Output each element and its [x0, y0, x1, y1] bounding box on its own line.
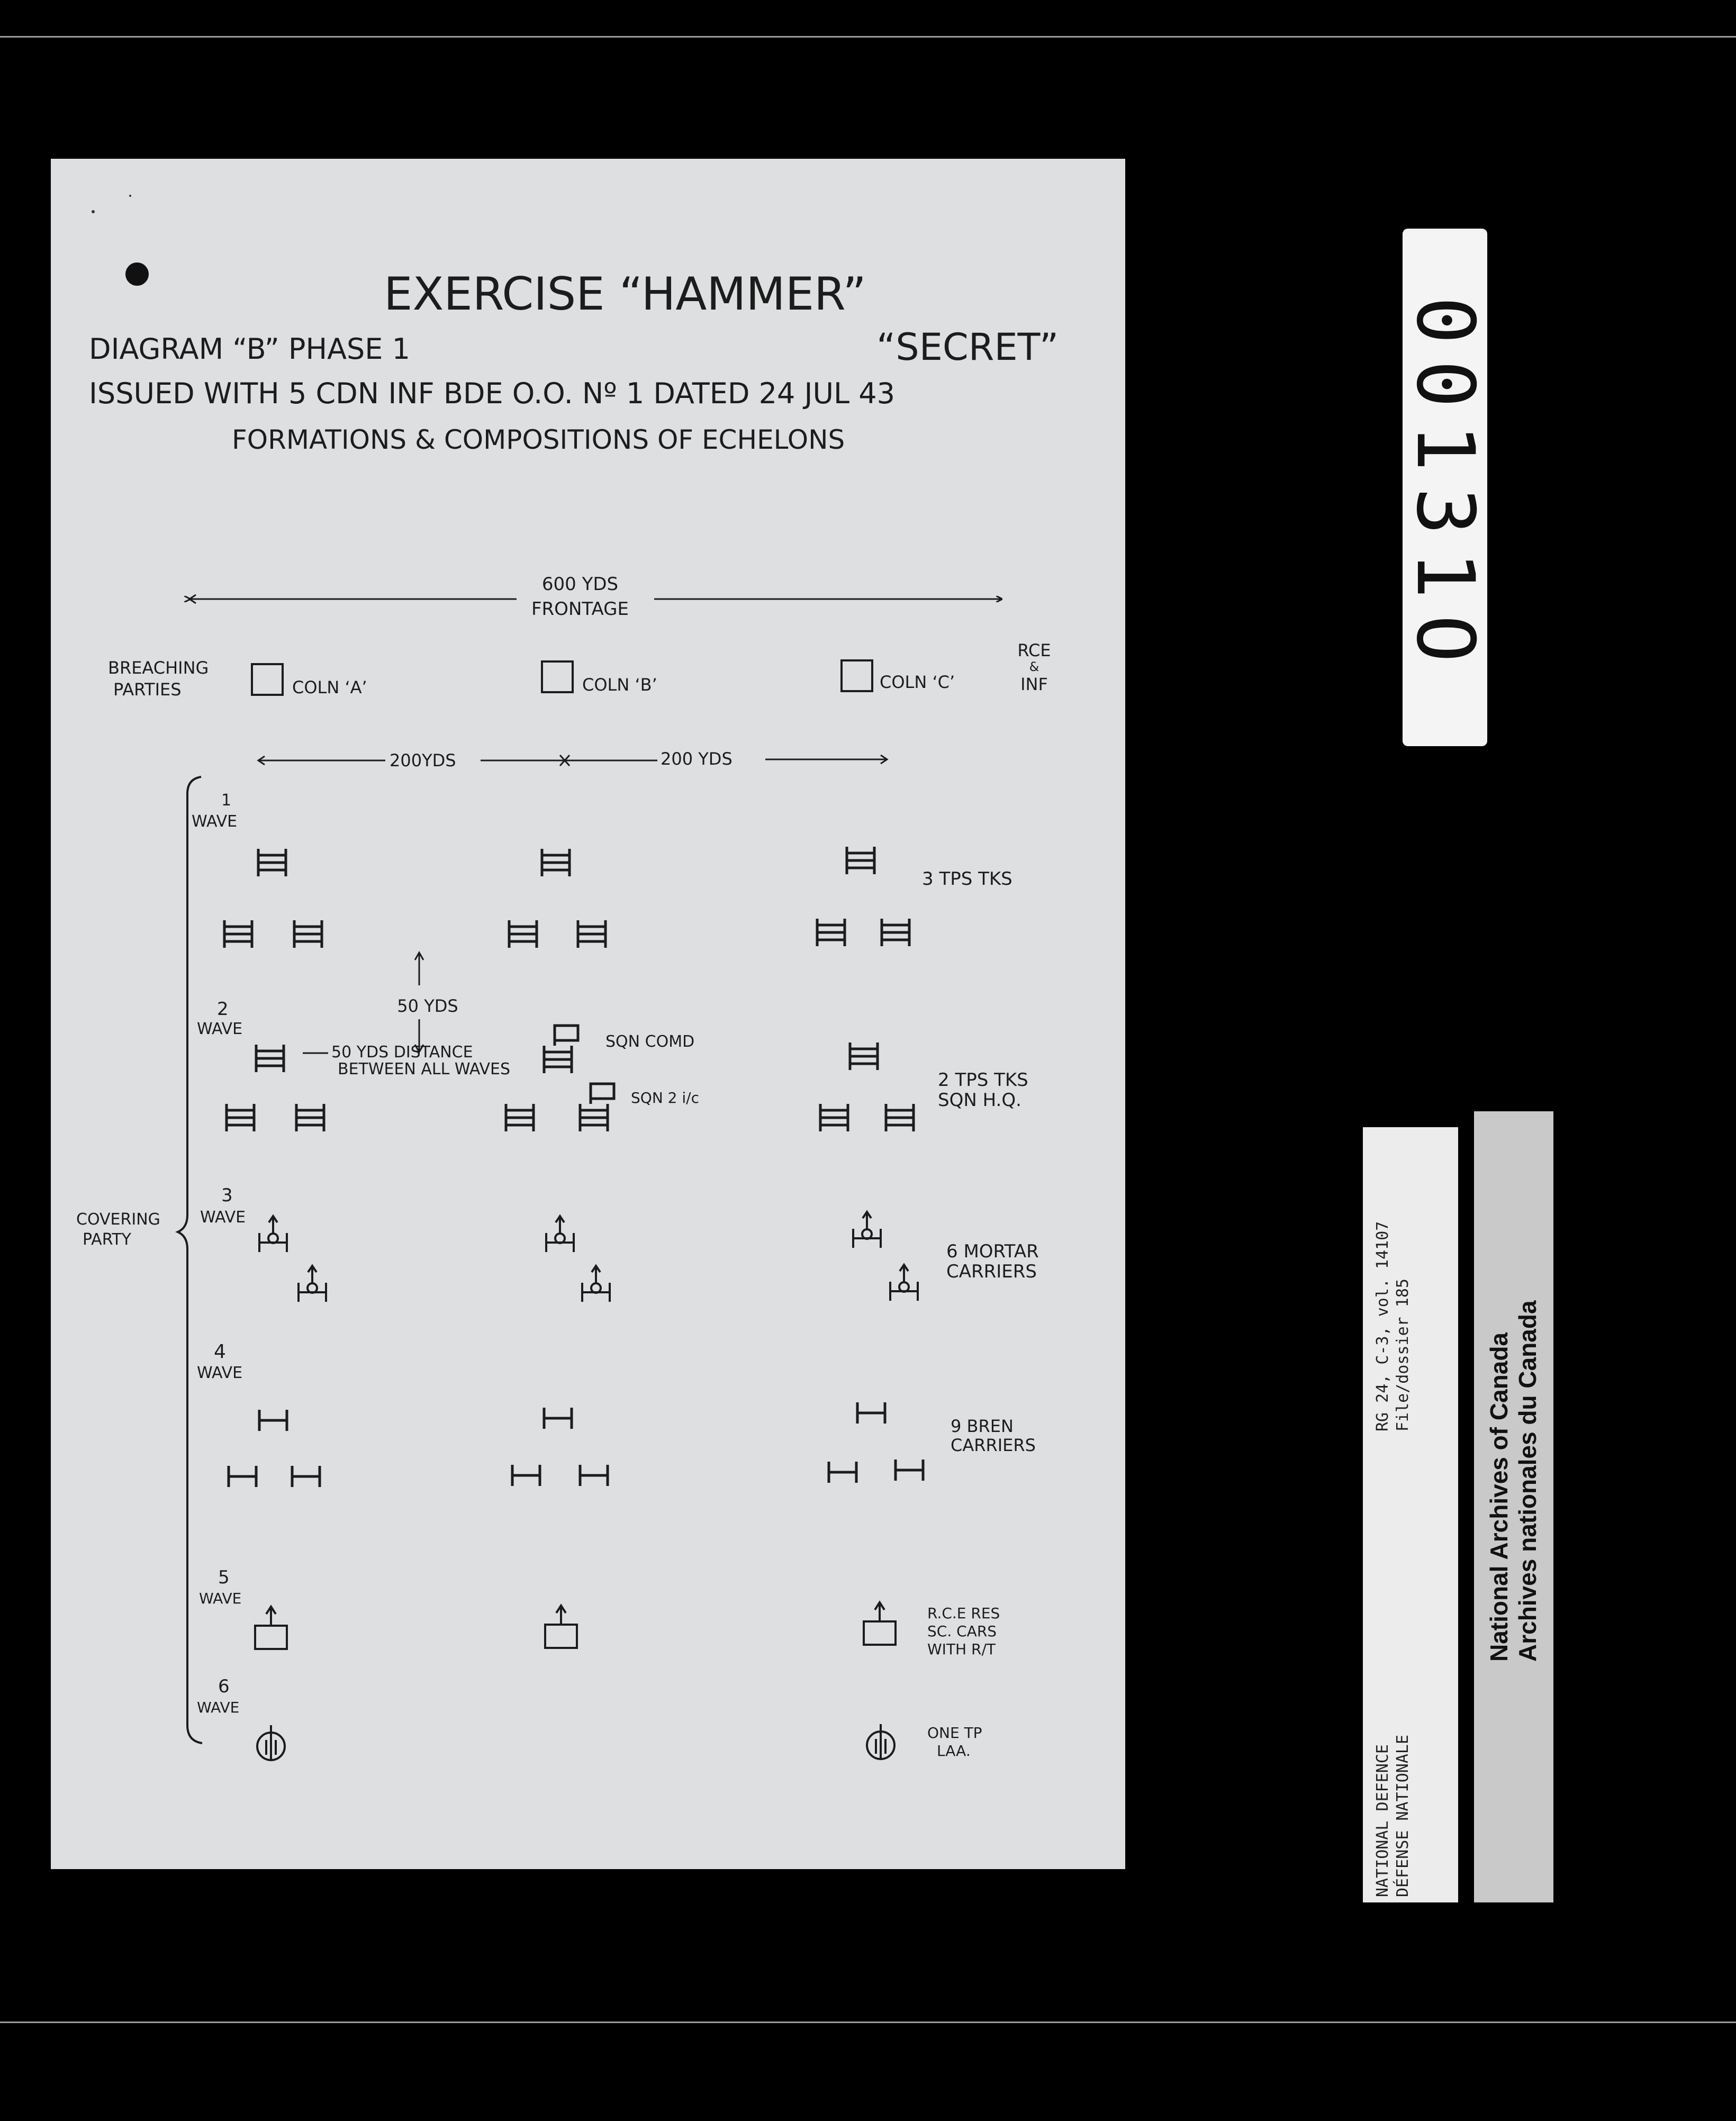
- wave-3-number: 3: [221, 1185, 233, 1206]
- tank-symbol: [296, 1104, 324, 1131]
- archive-label-divider: [1458, 1117, 1474, 1900]
- sqn-2ic-tank-symbol: [580, 1084, 614, 1131]
- mortar-carrier-symbol: [259, 1216, 287, 1252]
- laa-gun-symbol: [257, 1725, 285, 1760]
- mortar-carrier-symbol: [546, 1216, 574, 1252]
- bren-carrier-symbol: [229, 1466, 256, 1487]
- distance-note-line2: BETWEEN ALL WAVES: [338, 1060, 511, 1078]
- institution-en: National Archives of Canada: [1485, 1332, 1513, 1662]
- bren-carrier-symbol: [259, 1410, 287, 1431]
- breaching-label-line2: PARTIES: [113, 679, 182, 700]
- bren-carrier-symbol: [580, 1465, 608, 1486]
- tank-symbol: [886, 1104, 914, 1131]
- column-b-label: COLN ‘B’: [582, 675, 657, 695]
- tank-symbol: [847, 847, 874, 874]
- column-c-label: COLN ‘C’: [880, 672, 955, 692]
- wave-1-desc-line1: 3 TPS TKS: [922, 868, 1012, 890]
- mortar-carrier-symbol: [582, 1266, 610, 1302]
- tank-symbol: [850, 1043, 878, 1070]
- tank-symbol: [227, 1104, 254, 1131]
- bren-carrier-symbol: [512, 1465, 540, 1486]
- reference-line2: File/dossier 185: [1394, 1279, 1412, 1431]
- breaching-label-line1: BREACHING: [108, 658, 209, 678]
- wave-1-number: 1: [221, 791, 232, 810]
- scout-car-symbol: [255, 1607, 287, 1649]
- frontage-label: FRONTAGE: [531, 599, 629, 620]
- document-sheet: [51, 159, 1125, 1869]
- bren-carrier-symbol: [292, 1466, 320, 1487]
- wave-4-number: 4: [214, 1341, 226, 1363]
- tank-symbol: [256, 1045, 284, 1072]
- document-title: EXERCISE “HAMMER”: [384, 268, 866, 321]
- tank-symbol: [224, 920, 252, 948]
- wave-4-desc-line1: 9 BREN: [951, 1416, 1014, 1436]
- wave-2-desc-line2: SQN H.Q.: [938, 1090, 1021, 1111]
- classification-stamp: “SECRET”: [876, 325, 1059, 369]
- wave-5-desc-line1: R.C.E RES: [927, 1605, 1000, 1622]
- wave-5-desc-line3: WITH R/T: [927, 1640, 996, 1658]
- wave-6-word: WAVE: [197, 1699, 240, 1716]
- breaching-box-c: [842, 660, 872, 691]
- tank-symbol: [294, 920, 322, 948]
- wave-gap-label: 50 YDS: [397, 996, 458, 1016]
- breaching-unit-line2: &: [1029, 659, 1039, 674]
- archive-label-grey: [1474, 1111, 1553, 1902]
- archive-label-white: [1363, 1127, 1458, 1902]
- wave-2-number: 2: [217, 999, 229, 1020]
- bren-carrier-symbol: [829, 1462, 856, 1483]
- bren-carrier-symbol: [896, 1460, 923, 1481]
- wave-4-word: WAVE: [197, 1364, 243, 1382]
- tank-symbol: [578, 920, 605, 948]
- formation-diagram: [51, 159, 1125, 1869]
- sqn-2ic-label: SQN 2 i/c: [631, 1089, 699, 1107]
- wave-1-word: WAVE: [192, 812, 238, 831]
- scout-car-symbol: [864, 1602, 896, 1645]
- wave-5-number: 5: [218, 1567, 230, 1588]
- tank-symbol: [258, 849, 286, 876]
- wave-6-desc-line2: LAA.: [937, 1742, 971, 1760]
- frontage-distance: 600 YDS: [541, 574, 619, 595]
- mortar-carrier-symbol: [299, 1266, 326, 1302]
- spacing-left-label: 200YDS: [390, 750, 456, 771]
- institution-fr: Archives nationales du Canada: [1514, 1300, 1541, 1662]
- tank-symbol: [542, 849, 569, 876]
- sqn-comd-tank-symbol: [544, 1026, 578, 1073]
- wave-3-desc-line2: CARRIERS: [946, 1261, 1037, 1282]
- diagram-label: DIAGRAM “B” PHASE 1: [89, 332, 410, 366]
- covering-label-line2: PARTY: [83, 1230, 132, 1249]
- wave-6-desc-line1: ONE TP: [927, 1724, 982, 1742]
- breaching-box-b: [542, 661, 573, 692]
- wave-5-word: WAVE: [199, 1590, 242, 1607]
- tank-symbol: [820, 1104, 848, 1131]
- bren-carrier-symbol: [857, 1402, 885, 1424]
- frame-number: 00131O: [1399, 296, 1491, 678]
- tank-symbol: [506, 1104, 534, 1131]
- document-subtitle: FORMATIONS & COMPOSITIONS OF ECHELONS: [232, 424, 845, 455]
- wave-2-desc-line1: 2 TPS TKS: [938, 1069, 1028, 1091]
- scout-car-symbol: [545, 1606, 577, 1648]
- wave-2-word: WAVE: [197, 1020, 243, 1038]
- issued-line: ISSUED WITH 5 CDN INF BDE O.O. Nº 1 DATED 24 JUL 43: [89, 377, 895, 410]
- distance-note-line1: 50 YDS DISTANCE: [331, 1043, 473, 1062]
- wave-4-desc-line2: CARRIERS: [951, 1435, 1036, 1455]
- breaching-box-a: [252, 664, 283, 695]
- breaching-unit-line1: RCE: [1017, 640, 1051, 660]
- laa-gun-symbol: [867, 1724, 894, 1759]
- department-line2: DÉFENSE NATIONALE: [1394, 1734, 1412, 1897]
- breaching-unit-line3: INF: [1020, 674, 1048, 694]
- wave-6-number: 6: [218, 1676, 230, 1697]
- bren-carrier-symbol: [544, 1408, 572, 1429]
- punch-hole: [125, 262, 149, 286]
- department-line1: NATIONAL DEFENCE: [1373, 1744, 1392, 1897]
- reference-line1: RG 24, C-3, vol. 14107: [1373, 1221, 1392, 1431]
- covering-label-line1: COVERING: [76, 1210, 160, 1229]
- mortar-carrier-symbol: [890, 1265, 918, 1301]
- column-a-label: COLN ‘A’: [292, 677, 367, 697]
- tank-symbol: [509, 920, 537, 948]
- wave-3-desc-line1: 6 MORTAR: [946, 1241, 1039, 1262]
- tank-symbol: [882, 919, 909, 946]
- wave-3-word: WAVE: [200, 1208, 246, 1227]
- wave-5-desc-line2: SC. CARS: [927, 1623, 997, 1640]
- tank-symbol: [817, 919, 845, 946]
- sqn-comd-label: SQN COMD: [605, 1032, 695, 1051]
- mortar-carrier-symbol: [853, 1212, 881, 1248]
- frame-number-strip: [1399, 229, 1491, 746]
- spacing-right-label: 200 YDS: [661, 749, 733, 769]
